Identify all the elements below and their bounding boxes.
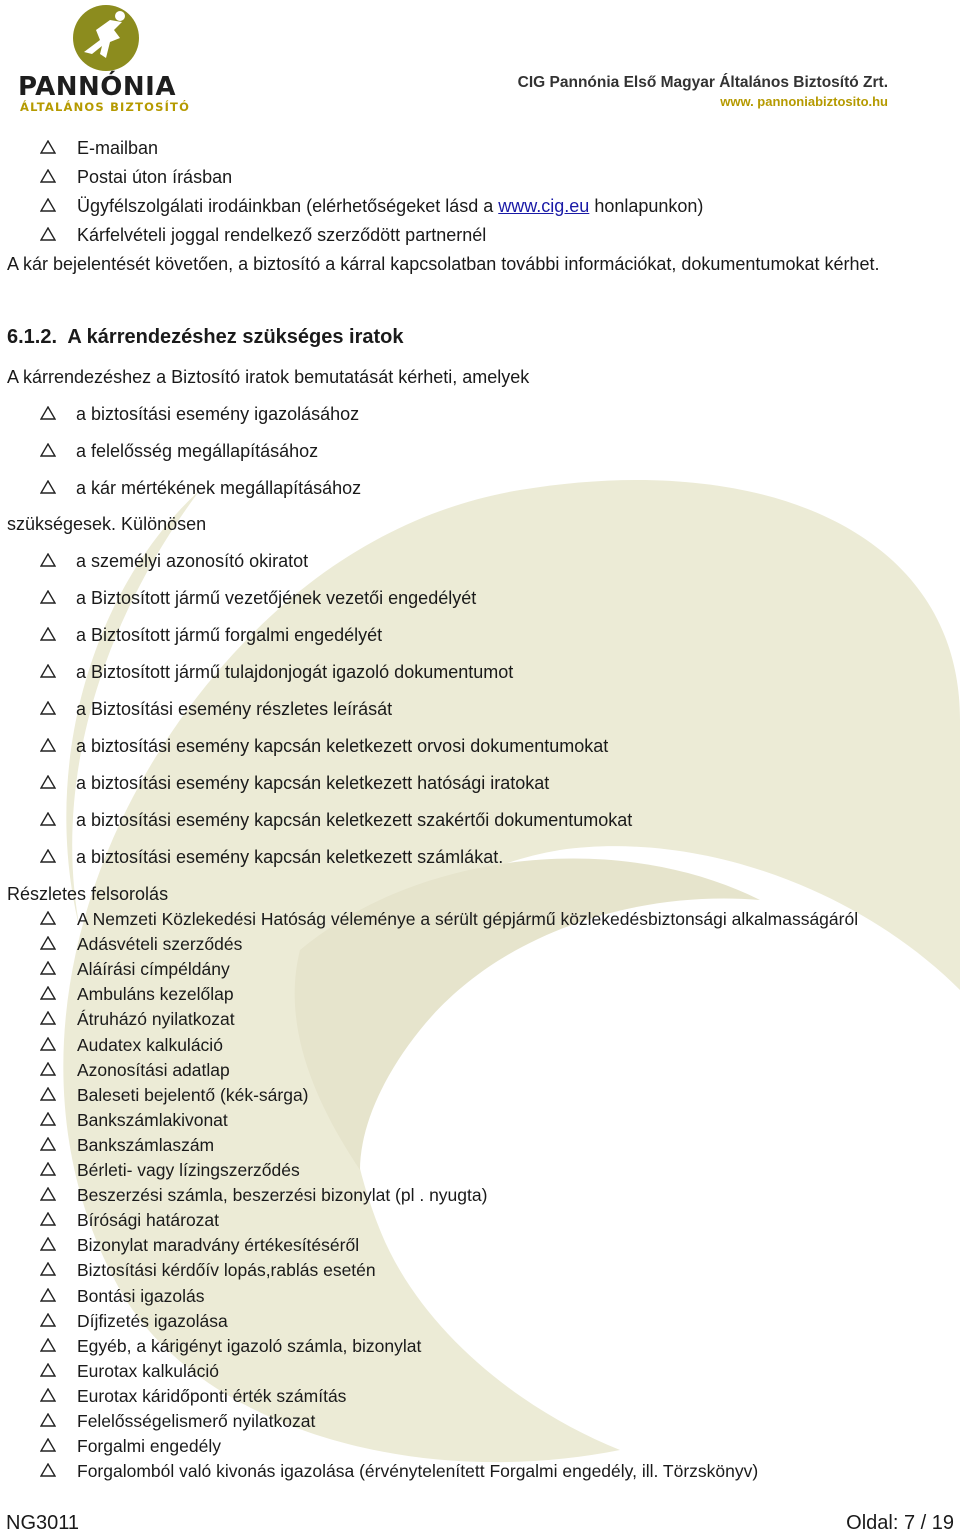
brand-subtitle: ÁLTALÁNOS BIZTOSÍTÓ bbox=[20, 100, 191, 114]
brand-name: PANNÓNIA bbox=[18, 72, 176, 102]
pointer-triangle-icon bbox=[40, 911, 56, 927]
pointer-triangle-icon bbox=[40, 1112, 56, 1128]
pointer-triangle-icon bbox=[40, 198, 56, 214]
pointer-triangle-icon bbox=[40, 1363, 56, 1379]
pointer-triangle-icon bbox=[40, 1062, 56, 1078]
pointer-triangle-icon bbox=[40, 961, 56, 977]
pointer-triangle-icon bbox=[40, 738, 56, 754]
pointer-triangle-icon bbox=[40, 1187, 56, 1203]
pointer-triangle-icon bbox=[40, 775, 56, 791]
pointer-triangle-icon bbox=[40, 169, 56, 185]
pointer-triangle-icon bbox=[40, 553, 56, 569]
pointer-triangle-icon bbox=[40, 140, 56, 156]
pointer-triangle-icon bbox=[40, 849, 56, 865]
pointer-triangle-icon bbox=[40, 1162, 56, 1178]
pointer-triangle-icon bbox=[40, 701, 56, 717]
pointer-triangle-icon bbox=[40, 812, 56, 828]
company-logo bbox=[18, 4, 218, 114]
pointer-triangle-icon bbox=[40, 1087, 56, 1103]
document-code: NG3011 bbox=[6, 1512, 80, 1534]
pointer-triangle-icon bbox=[40, 227, 56, 243]
section-middle: szükségesek. Különösen bbox=[7, 514, 207, 534]
pointer-triangle-icon bbox=[40, 1413, 56, 1429]
pointer-triangle-icon bbox=[40, 1438, 56, 1454]
page-number: Oldal: 7 / 19 bbox=[846, 1512, 954, 1534]
pointer-triangle-icon bbox=[40, 1388, 56, 1404]
pointer-triangle-icon bbox=[40, 1338, 56, 1354]
pointer-triangle-icon bbox=[40, 480, 56, 496]
pannonia-runner-logo-icon bbox=[70, 4, 142, 74]
pointer-triangle-icon bbox=[40, 936, 56, 952]
pointer-triangle-icon bbox=[40, 1037, 56, 1053]
pointer-triangle-icon bbox=[40, 1137, 56, 1153]
detailed-title: Részletes felsorolás bbox=[7, 884, 169, 904]
pointer-triangle-icon bbox=[40, 1212, 56, 1228]
pointer-triangle-icon bbox=[40, 1313, 56, 1329]
pointer-triangle-icon bbox=[40, 627, 56, 643]
pointer-triangle-icon bbox=[40, 1288, 56, 1304]
pointer-triangle-icon bbox=[40, 1463, 56, 1479]
pointer-triangle-icon bbox=[40, 1262, 56, 1278]
intro-paragraph: A kár bejelentését követően, a biztosító a kárral kapcsolatban további információkat, dokumentumokat kérhet. bbox=[7, 254, 880, 274]
section-lead: A kárrendezéshez a Biztosító iratok bemutatását kérheti, amelyek bbox=[7, 367, 530, 387]
pointer-triangle-icon bbox=[40, 1237, 56, 1253]
pointer-triangle-icon bbox=[40, 664, 56, 680]
pointer-triangle-icon bbox=[40, 590, 56, 606]
section-heading: 6.1.2. A kárrendezéshez szükséges iratok bbox=[7, 326, 404, 348]
pointer-triangle-icon bbox=[40, 406, 56, 422]
pointer-triangle-icon bbox=[40, 1011, 56, 1027]
pointer-triangle-icon bbox=[40, 986, 56, 1002]
cig-website-link[interactable]: www.cig.eu bbox=[498, 196, 590, 216]
pointer-triangle-icon bbox=[40, 443, 56, 459]
website-link[interactable]: www. pannoniabiztosito.hu bbox=[720, 94, 888, 109]
company-name: CIG Pannónia Első Magyar Általános Biztosító Zrt. bbox=[517, 74, 888, 91]
